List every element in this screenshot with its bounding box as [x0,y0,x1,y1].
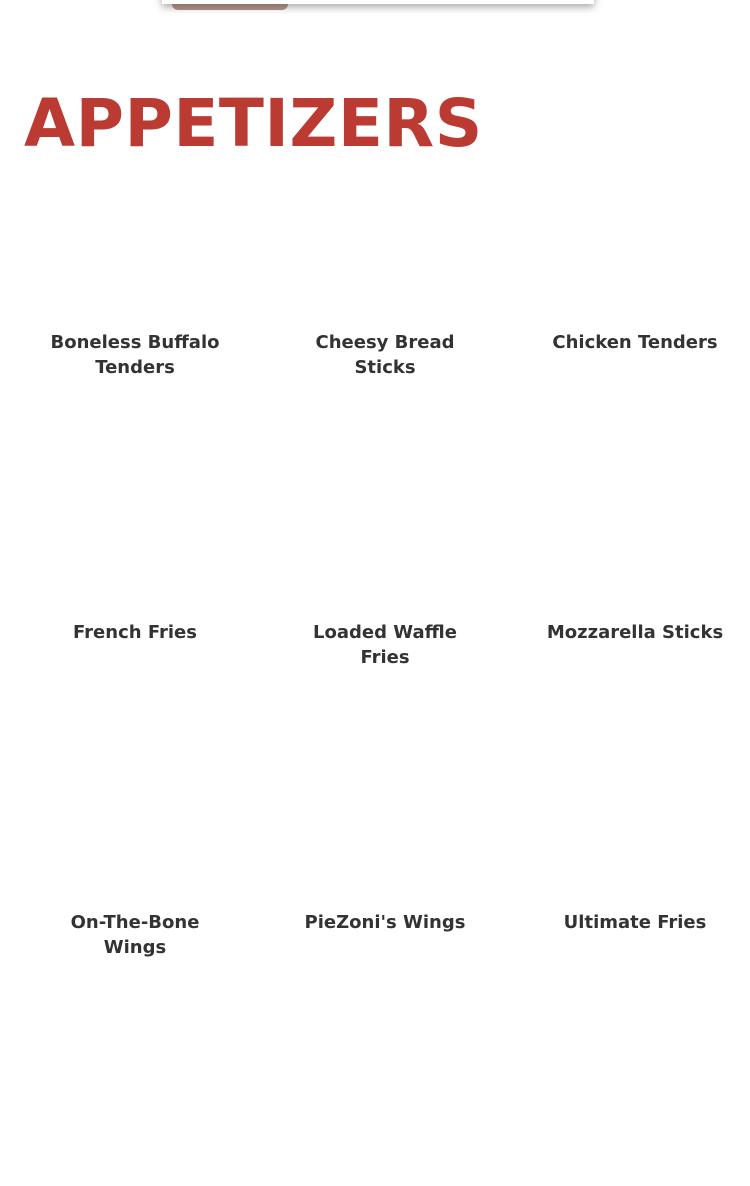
menu-item-name[interactable]: On-The-Bone Wings [70,912,200,958]
menu-item-loaded-waffle-fries[interactable] [260,470,510,760]
menu-item-name[interactable]: PieZoni's Wings [304,912,466,933]
menu-item-cheesy-bread-sticks[interactable] [260,180,510,470]
menu-item-name[interactable]: Boneless Buffalo Tenders [50,332,220,378]
menu-item-on-the-bone-wings[interactable] [10,760,260,1050]
menu-item-image[interactable] [550,470,720,610]
menu-item-mozzarella-sticks[interactable] [510,470,750,760]
menu-item-name[interactable]: Cheesy Bread Sticks [315,332,455,378]
menu-item-name[interactable]: Loaded Waffle Fries [313,622,457,668]
menu-item-ultimate-fries[interactable] [510,760,750,1050]
menu-item-name[interactable]: Mozzarella Sticks [546,622,724,643]
menu-item-image[interactable] [550,180,720,320]
section-title: APPETIZERS [24,85,483,162]
menu-item-image[interactable] [300,180,470,320]
menu-item-image[interactable] [550,760,720,900]
menu-item-name[interactable]: Ultimate Fries [563,912,707,933]
menu-item-image[interactable] [50,760,220,900]
menu-item-image[interactable] [50,470,220,610]
menu-item-chicken-tenders[interactable] [510,180,750,470]
menu-item-french-fries[interactable] [10,470,260,760]
menu-item-image[interactable] [50,180,220,320]
previous-section-image [172,4,288,10]
menu-item-piezonis-wings[interactable] [260,760,510,1050]
menu-item-image[interactable] [300,760,470,900]
menu-item-image[interactable] [300,470,470,610]
menu-item-name[interactable]: Chicken Tenders [552,332,718,353]
menu-item-boneless-buffalo-tenders[interactable] [10,180,260,470]
menu-item-name[interactable]: French Fries [73,622,197,643]
